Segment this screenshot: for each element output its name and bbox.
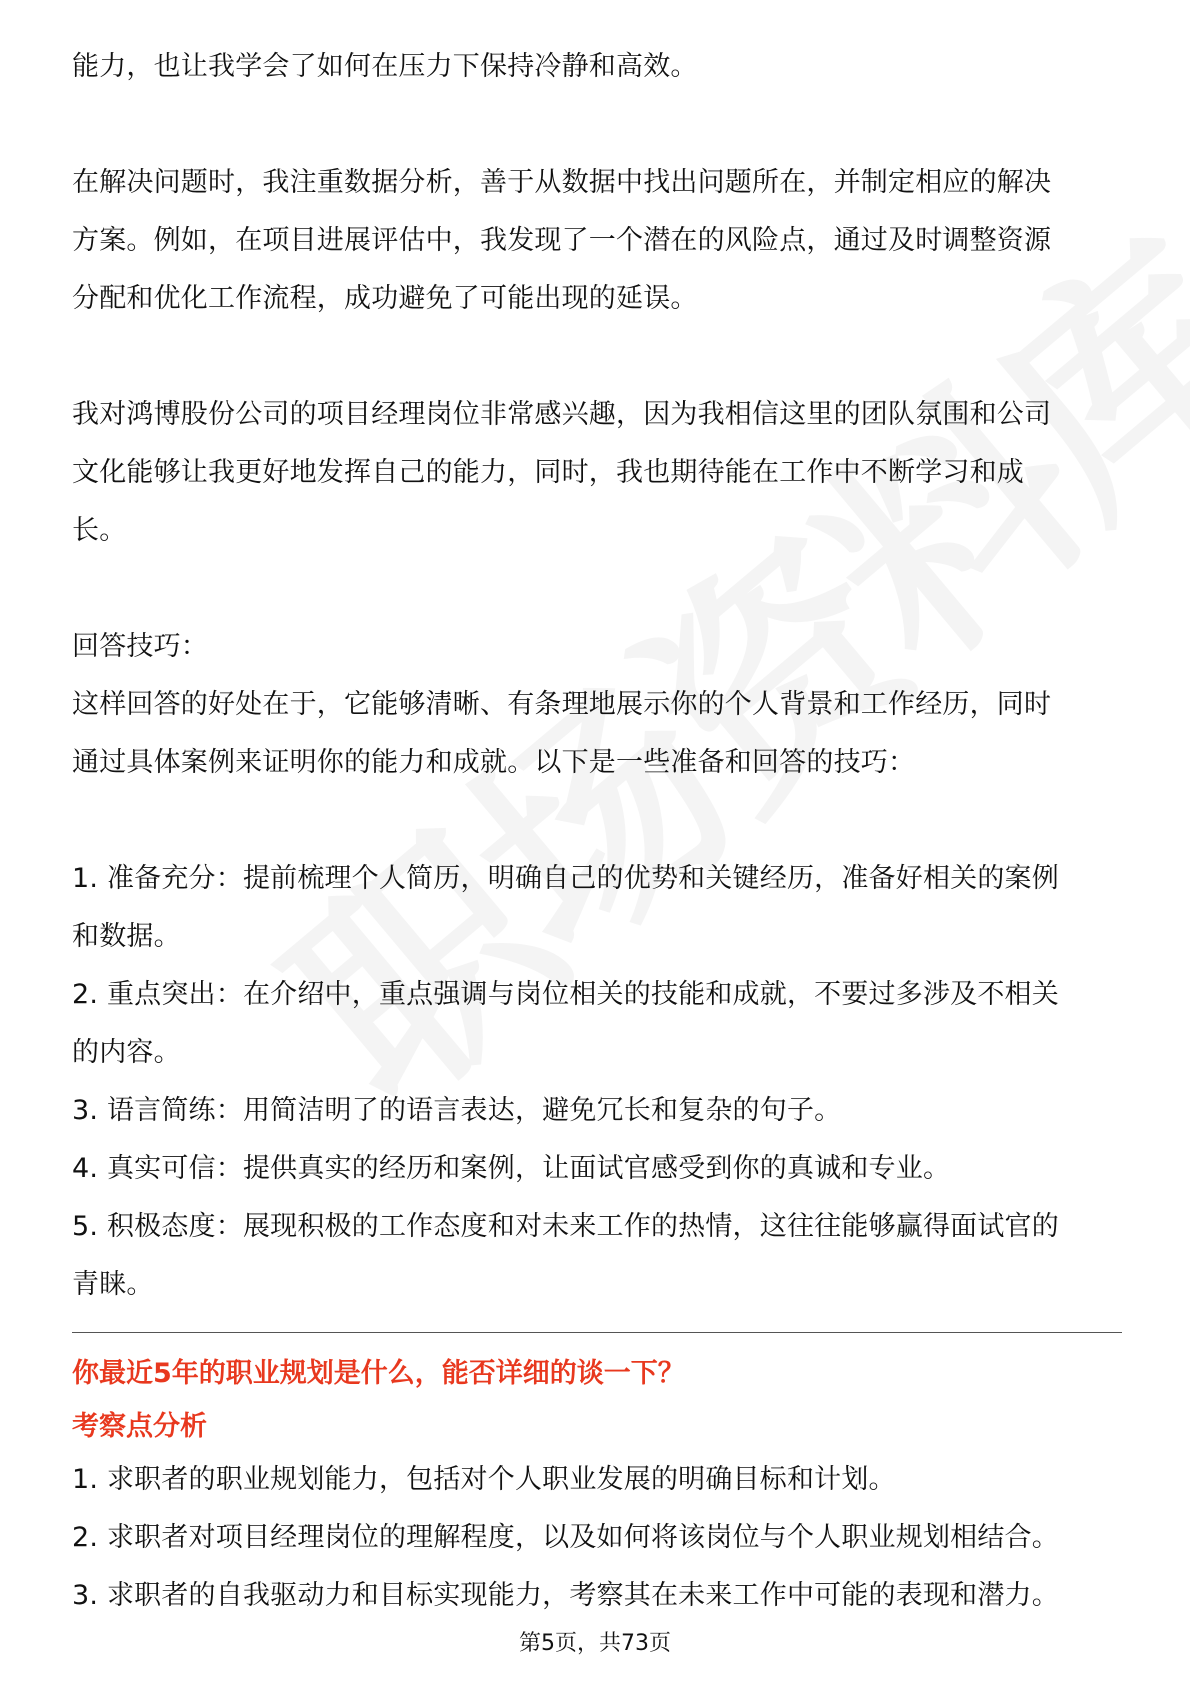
list-item: 2. 求职者对项目经理岗位的理解程度，以及如何将该岗位与个人职业规划相结合。 (72, 1522, 1059, 1553)
list-item: 1. 求职者的职业规划能力，包括对个人职业发展的明确目标和计划。 (72, 1464, 896, 1495)
tips-heading: 回答技巧： (72, 631, 208, 662)
page-number: 第5页，共73页 (519, 1631, 671, 1656)
paragraph-line: 通过具体案例来证明你的能力和成就。以下是一些准备和回答的技巧： (72, 747, 916, 778)
list-item-line: 4. 真实可信：提供真实的经历和案例，让面试官感受到你的真诚和专业。 (72, 1153, 951, 1184)
list-item (72, 1198, 1122, 1314)
tips-list (72, 850, 1122, 1314)
tips-section (72, 618, 1122, 1314)
paragraph-line: 我对鸿博股份公司的项目经理岗位非常感兴趣，因为我相信这里的团队氛围和公司 (72, 399, 1052, 430)
paragraph-line: 在解决问题时，我注重数据分析，善于从数据中找出问题所在，并制定相应的解决 (72, 167, 1052, 198)
paragraph-line: 分配和优化工作流程，成功避免了可能出现的延误。 (72, 283, 698, 314)
paragraph-line: 能力，也让我学会了如何在压力下保持冷静和高效。 (72, 51, 698, 82)
list-item (72, 1082, 1122, 1140)
list-item (72, 966, 1122, 1082)
question-title: 你最近5年的职业规划是什么，能否详细的谈一下？ (72, 1358, 685, 1389)
section-divider (72, 1332, 1122, 1333)
analysis-points (72, 1451, 1122, 1625)
paragraph-line: 长。 (72, 515, 127, 546)
list-item-line: 青睐。 (72, 1269, 154, 1300)
list-item-line: 3. 语言简练：用简洁明了的语言表达，避免冗长和复杂的句子。 (72, 1095, 842, 1126)
list-item: 3. 求职者的自我驱动力和目标实现能力，考察其在未来工作中可能的表现和潜力。 (72, 1580, 1059, 1611)
list-item-line: 2. 重点突出：在介绍中，重点强调与岗位相关的技能和成就，不要过多涉及不相关 (72, 979, 1059, 1010)
paragraph-analysis (72, 154, 1122, 328)
list-item-line: 1. 准备充分：提前梳理个人简历，明确自己的优势和关键经历，准备好相关的案例 (72, 863, 1059, 894)
list-item-line: 和数据。 (72, 921, 181, 952)
paragraph-line: 方案。例如，在项目进展评估中，我发现了一个潜在的风险点，通过及时调整资源 (72, 225, 1052, 256)
list-item-line: 的内容。 (72, 1037, 181, 1068)
list-item (72, 850, 1122, 966)
list-item (72, 1140, 1122, 1198)
paragraph-line: 这样回答的好处在于，它能够清晰、有条理地展示你的个人背景和工作经历，同时 (72, 689, 1052, 720)
paragraph-interest (72, 386, 1122, 560)
document-body (72, 38, 1122, 1625)
list-item-line: 5. 积极态度：展现积极的工作态度和对未来工作的热情，这往往能够赢得面试官的 (72, 1211, 1059, 1242)
paragraph-line: 文化能够让我更好地发挥自己的能力，同时，我也期待能在工作中不断学习和成 (72, 457, 1024, 488)
analysis-heading: 考察点分析 (72, 1411, 207, 1442)
